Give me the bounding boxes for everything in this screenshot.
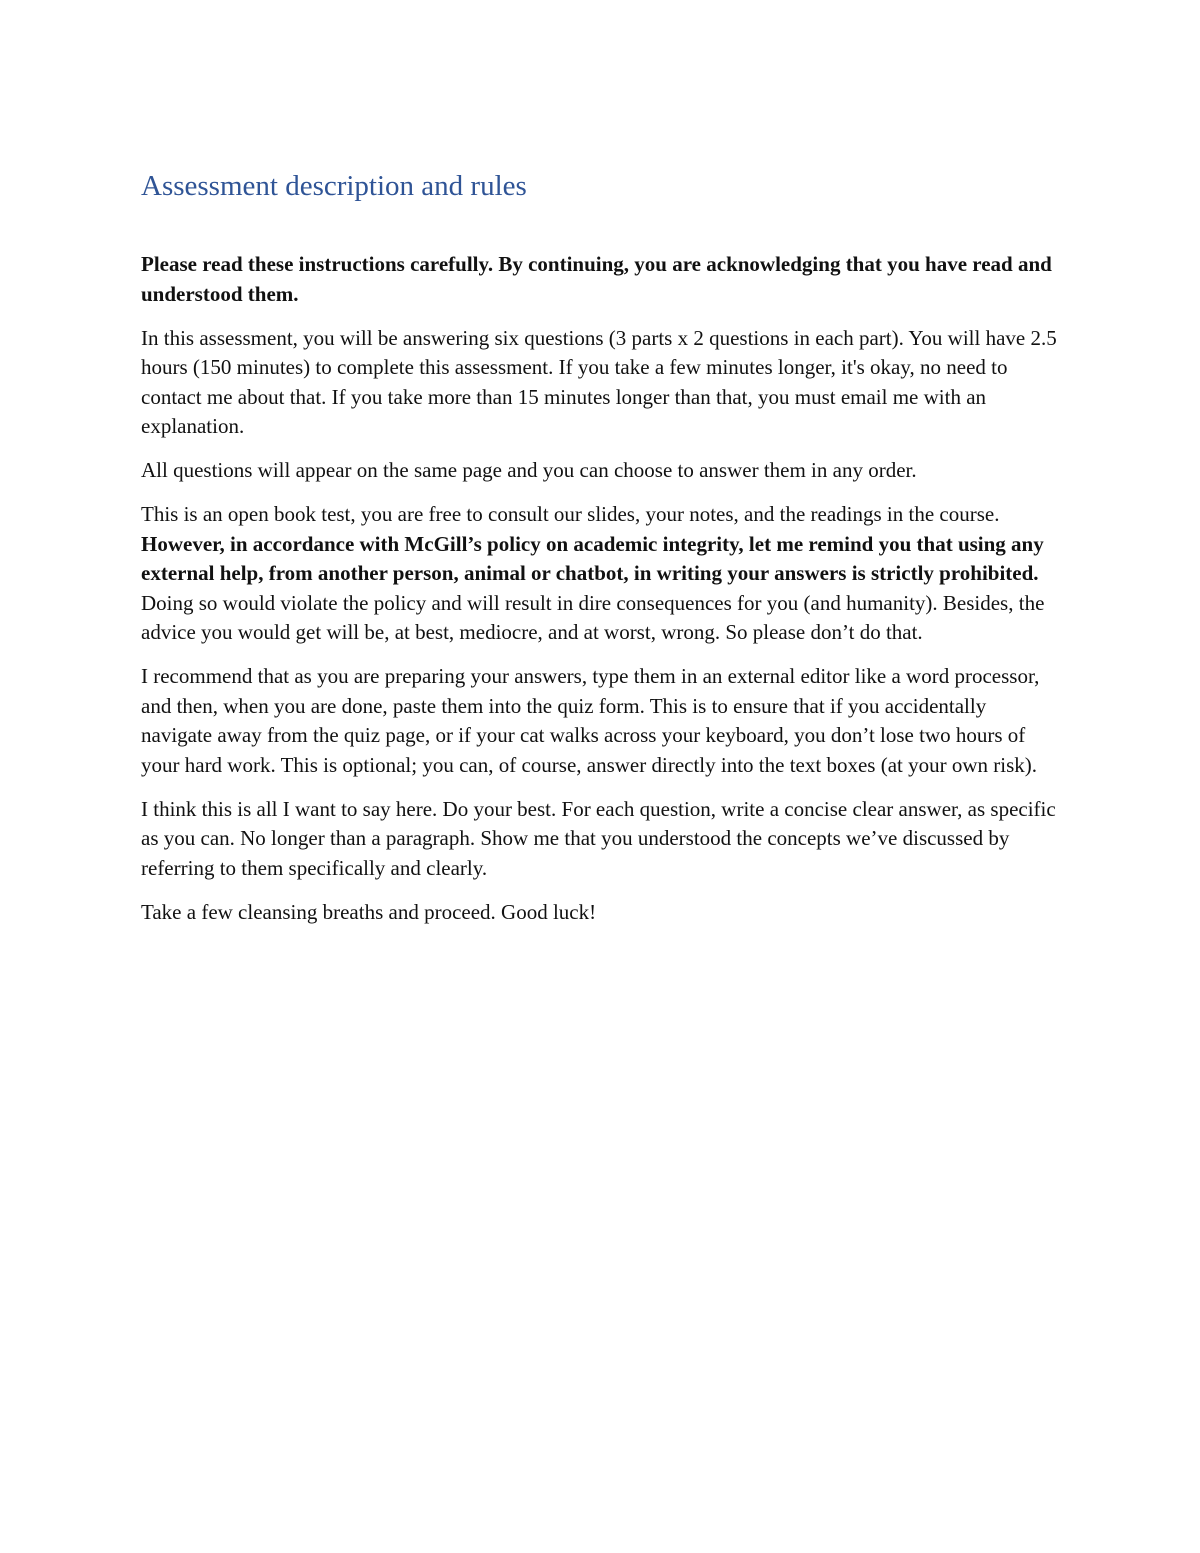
integrity-warning-text: However, in accordance with McGill’s policy on academic integrity, let me remind you that using any external help, from another person, animal or chatbot, in writing your answers is strictly prohibited. xyxy=(141,531,1044,585)
intro-paragraph: Please read these instructions carefully. By continuing, you are acknowledging that you have read and understood them. xyxy=(141,252,1052,306)
closing-paragraph: Take a few cleansing breaths and proceed. Good luck! xyxy=(141,899,597,924)
answer-guidance-paragraph: I think this is all I want to say here. Do your best. For each question, write a concise clear answer, as specific as you can. No longer than a paragraph. Show me that you understood the concepts we’ve discussed by referring to them specifically and clearly. xyxy=(141,796,1056,880)
open-book-text: This is an open book test, you are free to consult our slides, your notes, and the readings in the course. xyxy=(141,502,1000,526)
academic-integrity-paragraph xyxy=(141,500,1061,648)
consequences-text: Doing so would violate the policy and will result in dire consequences for you (and humanity). Besides, the advice you would get will be, at best, mediocre, and at worst, wrong. So please don’t do that. xyxy=(141,590,1045,644)
document-body xyxy=(141,166,1061,942)
editor-recommendation-paragraph: I recommend that as you are preparing your answers, type them in an external editor like a word processor, and then, when you are done, paste them into the quiz form. This is to ensure that if you accidentally navigate away from the quiz page, or if your cat walks across your keyboard, you don’t lose two hours of your hard work. This is optional; you can, of course, answer directly into the text boxes (at your own risk). xyxy=(141,664,1040,777)
duration-paragraph: In this assessment, you will be answering six questions (3 parts x 2 questions in each part). You will have 2.5 hours (150 minutes) to complete this assessment. If you take a few minutes longer, it's okay, no need to contact me about that. If you take more than 15 minutes longer than that, you must email me with an explanation. xyxy=(141,325,1057,438)
question-order-paragraph: All questions will appear on the same page and you can choose to answer them in any order. xyxy=(141,458,917,482)
page-title: Assessment description and rules xyxy=(141,170,527,202)
